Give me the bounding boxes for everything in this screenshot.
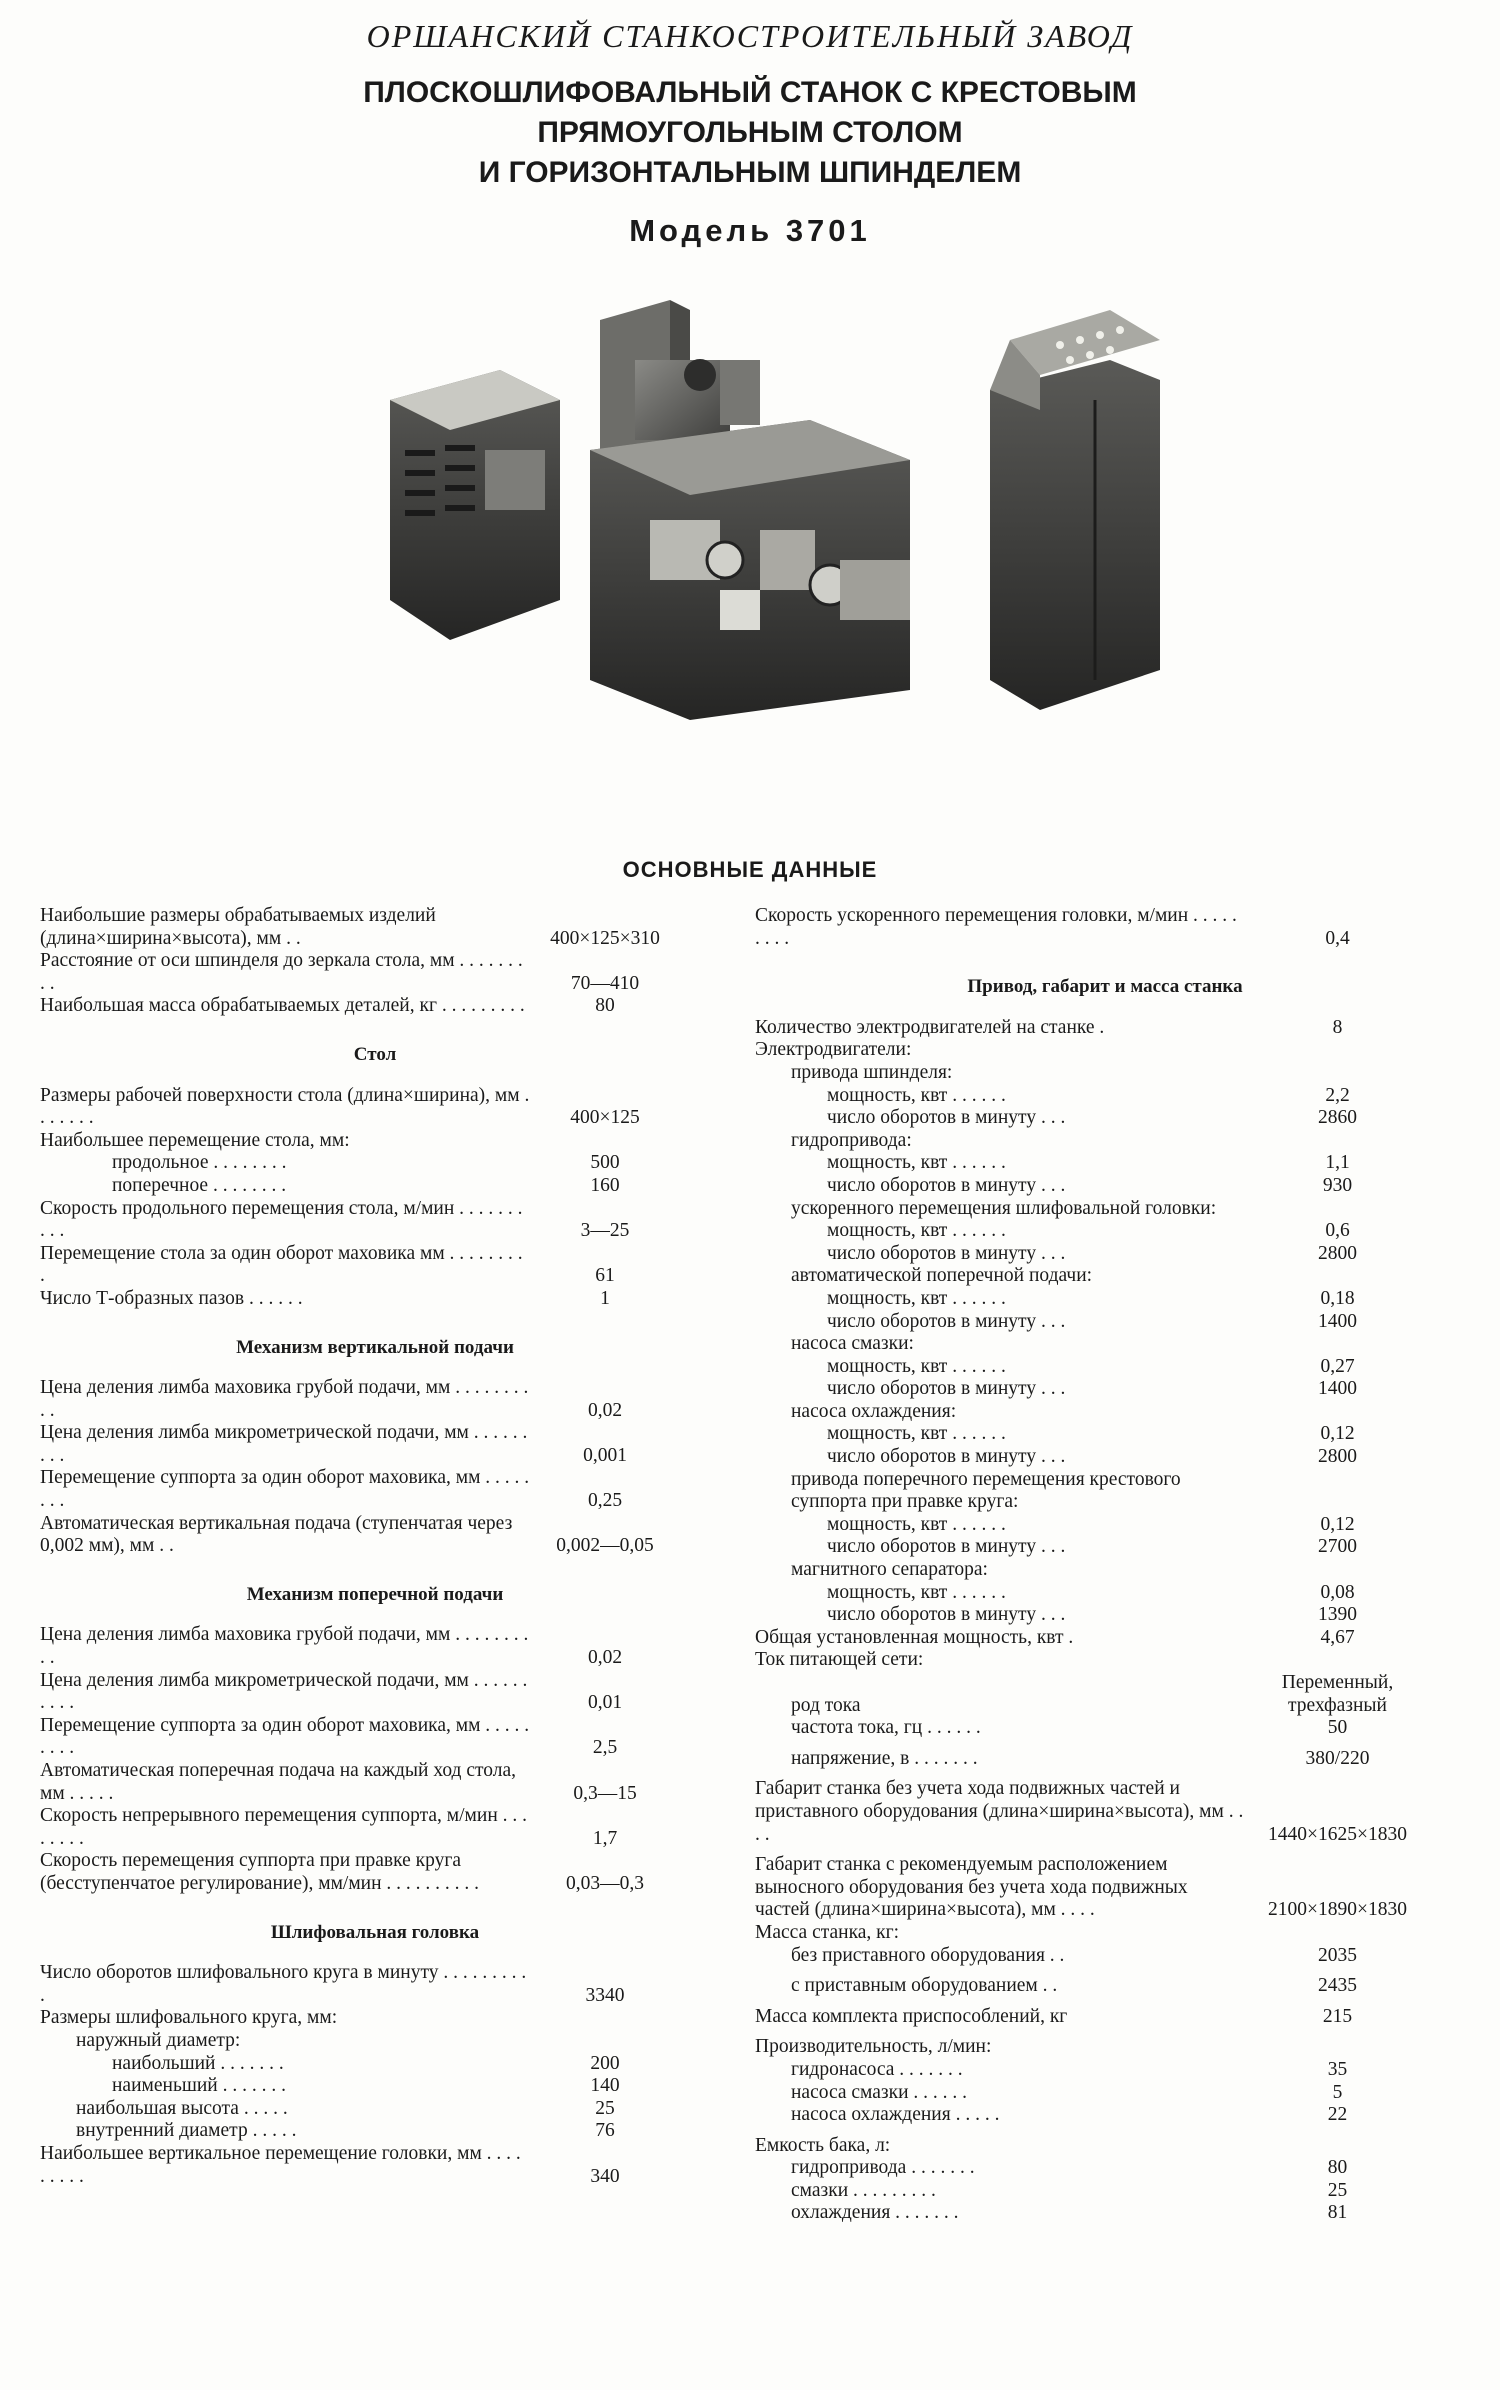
spec-row: мощность, квт . . . . . . 0,27 — [827, 1355, 1355, 1377]
spec-row: род тока Переменный, трехфазный — [791, 1672, 1394, 1716]
spec-row: Число Т-образных пазов . . . . . . 1 — [40, 1287, 610, 1309]
spec-row: гидропривода: — [791, 1129, 912, 1151]
spec-row: ускоренного перемещения шлифовальной головки: — [791, 1197, 1217, 1219]
section-title: ОСНОВНЫЕ ДАННЫЕ — [622, 857, 878, 882]
spec-row: Скорость ускоренного перемещения головки, м/мин . . . . . . . . . 0,4 — [755, 905, 1350, 949]
spec-row: мощность, квт . . . . . . 0,18 — [827, 1287, 1355, 1309]
subsection-title: Привод, габарит и масса станка — [967, 976, 1243, 998]
spec-row: Цена деления лимба микрометрической подачи, мм . . . . . . . . . 0,001 — [40, 1422, 627, 1466]
spec-row: Емкость бака, л: — [755, 2134, 891, 2156]
spec-row: насоса смазки . . . . . . 5 — [791, 2081, 1343, 2103]
spec-row: гидронасоса . . . . . . . 35 — [791, 2058, 1348, 2080]
subsection-title: Шлифовальная головка — [270, 1921, 480, 1943]
spec-row: число оборотов в минуту . . . 2700 — [827, 1536, 1357, 1558]
spec-row: смазки . . . . . . . . . 25 — [791, 2179, 1348, 2201]
spec-row: частота тока, гц . . . . . . 50 — [791, 1717, 1348, 1739]
spec-row: число оборотов в минуту . . . 930 — [827, 1174, 1353, 1196]
spec-row: Наибольшее вертикальное перемещение головки, мм . . . . . . . . . 340 — [40, 2142, 620, 2187]
spec-row: число оборотов в минуту . . . 1400 — [827, 1310, 1357, 1332]
spec-row: мощность, квт . . . . . . 2,2 — [827, 1084, 1350, 1106]
page-header — [0, 18, 1500, 249]
spec-row: наибольшая высота . . . . . 25 — [76, 2097, 615, 2119]
subsection-title: Механизм вертикальной подачи — [236, 1336, 514, 1358]
spec-row: мощность, квт . . . . . . 1,1 — [827, 1152, 1350, 1174]
spec-row: Цена деления лимба маховика грубой подачи, мм . . . . . . . . . . 0,02 — [40, 1377, 623, 1421]
spec-row: охлаждения . . . . . . . 81 — [791, 2202, 1348, 2224]
spec-row: Количество электродвигателей на станке . 8 — [755, 1016, 1343, 1038]
model-label: Модель 3701 — [629, 213, 871, 248]
machine-title-line-1: ПЛОСКОШЛИФОВАЛЬНЫЙ СТАНОК С КРЕСТОВЫМ — [363, 76, 1137, 109]
spec-row: Скорость продольного перемещения стола, м/мин . . . . . . . . . . 3—25 — [40, 1197, 630, 1242]
spec-row: автоматической поперечной подачи: — [791, 1265, 1093, 1287]
spec-row: Габарит станка с рекомендуемым расположением выносного оборудования без учета хода подвижных частей (длина×ширина×высота), мм . . . . 2100×1890×1830 — [755, 1854, 1407, 1921]
spec-row: наибольший . . . . . . . 200 — [112, 2052, 620, 2074]
spec-row: привода поперечного перемещения крестового суппорта при правке круга: — [791, 1468, 1181, 1513]
spec-row: напряжение, в . . . . . . . 380/220 — [791, 1747, 1370, 1769]
spec-row: Скорость перемещения суппорта при правке круга (бесступенчатое регулирование), мм/мин . . . . . . . . . . 0,03—0,3 — [40, 1850, 644, 1894]
spec-row: число оборотов в минуту . . . 1400 — [827, 1378, 1357, 1400]
left-column — [40, 905, 710, 2188]
spec-row: Размеры шлифовального круга, мм: — [40, 2007, 338, 2029]
spec-row: гидропривода . . . . . . . 80 — [791, 2157, 1348, 2179]
spec-row: привода шпинделя: — [791, 1061, 953, 1083]
spec-row: Наибольшая масса обрабатываемых деталей, кг . . . . . . . . . 80 — [40, 995, 615, 1017]
subsection-title: Механизм поперечной подачи — [246, 1583, 504, 1605]
spec-row: Производительность, л/мин: — [755, 2036, 992, 2058]
spec-row: число оборотов в минуту . . . 2860 — [827, 1107, 1357, 1129]
spec-row: Автоматическая вертикальная подача (ступенчатая через 0,002 мм), мм . . 0,002—0,05 — [40, 1512, 654, 1557]
machine-title-line-2: ПРЯМОУГОЛЬНЫМ СТОЛОМ — [537, 116, 963, 149]
spec-row: Масса комплекта приспособлений, кг 215 — [755, 2005, 1353, 2027]
spec-row: Размеры рабочей поверхности стола (длина×ширина), мм . . . . . . . 400×125 — [40, 1084, 640, 1129]
spec-row: Общая установленная мощность, квт . 4,67 — [755, 1626, 1355, 1648]
spec-row: Цена деления лимба микрометрической подачи, мм . . . . . . . . . . 0,01 — [40, 1669, 623, 1714]
spec-row: Масса станка, кг: — [755, 1921, 900, 1943]
spec-row: число оборотов в минуту . . . 2800 — [827, 1242, 1357, 1264]
spec-row: Наибольшее перемещение стола, мм: — [40, 1129, 350, 1151]
spec-row: мощность, квт . . . . . . 0,08 — [827, 1581, 1355, 1603]
spec-row: Наибольшие размеры обрабатываемых изделий (длина×ширина×высота), мм . . 400×125×310 — [40, 905, 660, 949]
right-column — [755, 905, 1455, 2225]
spec-row: Габарит станка без учета хода подвижных частей и приставного оборудования (длина×ширина×высота), мм . . . . 1440×1625×1830 — [755, 1778, 1407, 1845]
spec-row: число оборотов в минуту . . . 2800 — [827, 1446, 1357, 1468]
spec-row: поперечное . . . . . . . . 160 — [112, 1174, 620, 1196]
spec-row: продольное . . . . . . . . 500 — [112, 1152, 620, 1174]
spec-row: с приставным оборудованием . . 2435 — [791, 1975, 1357, 1997]
spec-row: магнитного сепаратора: — [791, 1559, 988, 1581]
spec-row: Перемещение стола за один оборот маховика мм . . . . . . . . . 61 — [40, 1242, 615, 1287]
machine-title-line-3: И ГОРИЗОНТАЛЬНЫМ ШПИНДЕЛЕМ — [478, 156, 1022, 189]
spec-row: Скорость непрерывного перемещения суппорта, м/мин . . . . . . . . 1,7 — [40, 1805, 618, 1849]
spec-row: внутренний диаметр . . . . . 76 — [76, 2120, 615, 2142]
spec-row: Расстояние от оси шпинделя до зеркала стола, мм . . . . . . . . . 70—410 — [40, 950, 640, 994]
spec-row: Автоматическая поперечная подача на каждый ход стола, мм . . . . . 0,3—15 — [40, 1760, 637, 1804]
spec-row: мощность, квт . . . . . . 0,12 — [827, 1423, 1355, 1445]
spec-row: Ток питающей сети: — [755, 1649, 924, 1671]
spec-row: без приставного оборудования . . 2035 — [791, 1944, 1357, 1966]
spec-row: Электродвигатели: — [755, 1039, 912, 1061]
spec-row: Цена деления лимба маховика грубой подачи, мм . . . . . . . . . . 0,02 — [40, 1624, 623, 1669]
spec-row: мощность, квт . . . . . . 0,12 — [827, 1513, 1355, 1535]
spec-row: мощность, квт . . . . . . 0,6 — [827, 1220, 1350, 1242]
plant-name: ОРШАНСКИЙ СТАНКОСТРОИТЕЛЬНЫЙ ЗАВОД — [366, 18, 1134, 54]
spec-row: Перемещение суппорта за один оборот маховика, мм . . . . . . . . . 2,5 — [40, 1714, 618, 1759]
spec-row: наименьший . . . . . . . 140 — [112, 2075, 620, 2097]
spec-row: Число оборотов шлифовального круга в минуту . . . . . . . . . . 3340 — [40, 1962, 625, 2006]
subsection-title: Стол — [353, 1043, 397, 1065]
spec-row: насоса охлаждения: — [791, 1400, 957, 1422]
spec-row: Перемещение суппорта за один оборот маховика, мм . . . . . . . . 0,25 — [40, 1467, 623, 1512]
spec-row: наружный диаметр: — [76, 2029, 241, 2051]
spec-row: насоса охлаждения . . . . . 22 — [791, 2104, 1348, 2126]
machine-photo — [390, 300, 1450, 840]
spec-row: число оборотов в минуту . . . 1390 — [827, 1604, 1357, 1626]
spec-row: насоса смазки: — [791, 1333, 914, 1355]
